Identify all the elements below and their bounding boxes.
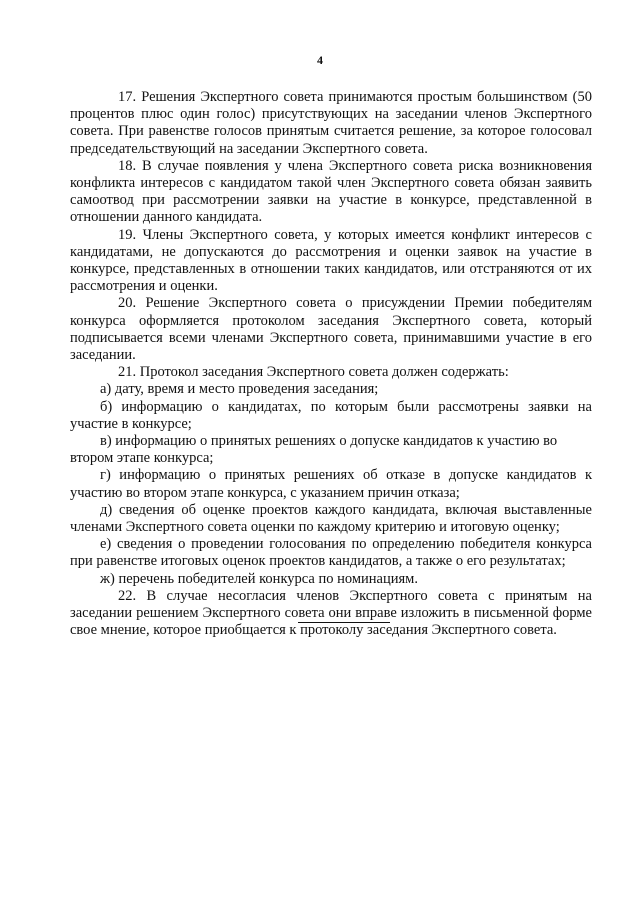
list-item-g: г) информацию о принятых решениях об отказе в допуске кандидатов к участию во втором этапе конкурса, с указанием причин отказа; [70, 467, 592, 501]
paragraph-17: 17. Решения Экспертного совета принимаются простым большинством (50 процентов плюс один голос) присутствующих на заседании членов Экспертного совета. При равенстве голосов принятым считается решение, за которое голосовал председательствующий на заседании Экспертного совета. [70, 89, 592, 157]
paragraph-20: 20. Решение Экспертного совета о присуждении Премии победителям конкурса оформляется протоколом заседания Экспертного совета, который подписывается всеми членами Экспертного совета, принимавшими участие в его заседании. [70, 295, 592, 364]
list-item-a: а) дату, время и место проведения заседания; [100, 381, 379, 398]
paragraph-21: 21. Протокол заседания Экспертного совета должен содержать: [118, 364, 509, 381]
paragraph-22: 22. В случае несогласия членов Экспертного совета с принятым на заседании решением Экспертного совета они вправе изложить в письменной форме свое мнение, которое приобщается к протоколу заседания Экспертного совета. [70, 587, 592, 639]
document-body [70, 89, 592, 640]
page-number: 4 [317, 53, 323, 67]
list-item-b: б) информацию о кандидатах, по которым были рассмотрены заявки на участие в конкурсе; [70, 398, 592, 432]
paragraph-18: 18. В случае появления у члена Экспертного совета риска возникновения конфликта интересов с кандидатом такой член Экспертного совета обязан заявить самоотвод при рассмотрении заявки на участие в конкурсе, представленной в отношении данного кандидата. [70, 157, 592, 226]
end-separator-line [298, 622, 390, 623]
paragraph-19: 19. Члены Экспертного совета, у которых имеется конфликт интересов с кандидатами, не допускаются до рассмотрения и оценки заявок на участие в конкурсе, представленных в отношении таких кандидатов, или отстраняются от их рассмотрения и оценки. [70, 226, 592, 295]
list-item-e: е) сведения о проведении голосования по определению победителя конкурса при равенстве итоговых оценок проектов кандидатов, а также о его результатах; [70, 536, 592, 570]
list-item-v: в) информацию о принятых решениях о допуске кандидатов к участию во втором этапе конкурса; [70, 433, 558, 467]
list-item-d: д) сведения об оценке проектов каждого кандидата, включая выставленные членами Экспертного совета оценки по каждому критерию и итоговую оценку; [70, 501, 592, 536]
list-item-zh: ж) перечень победителей конкурса по номинациям. [100, 570, 418, 587]
